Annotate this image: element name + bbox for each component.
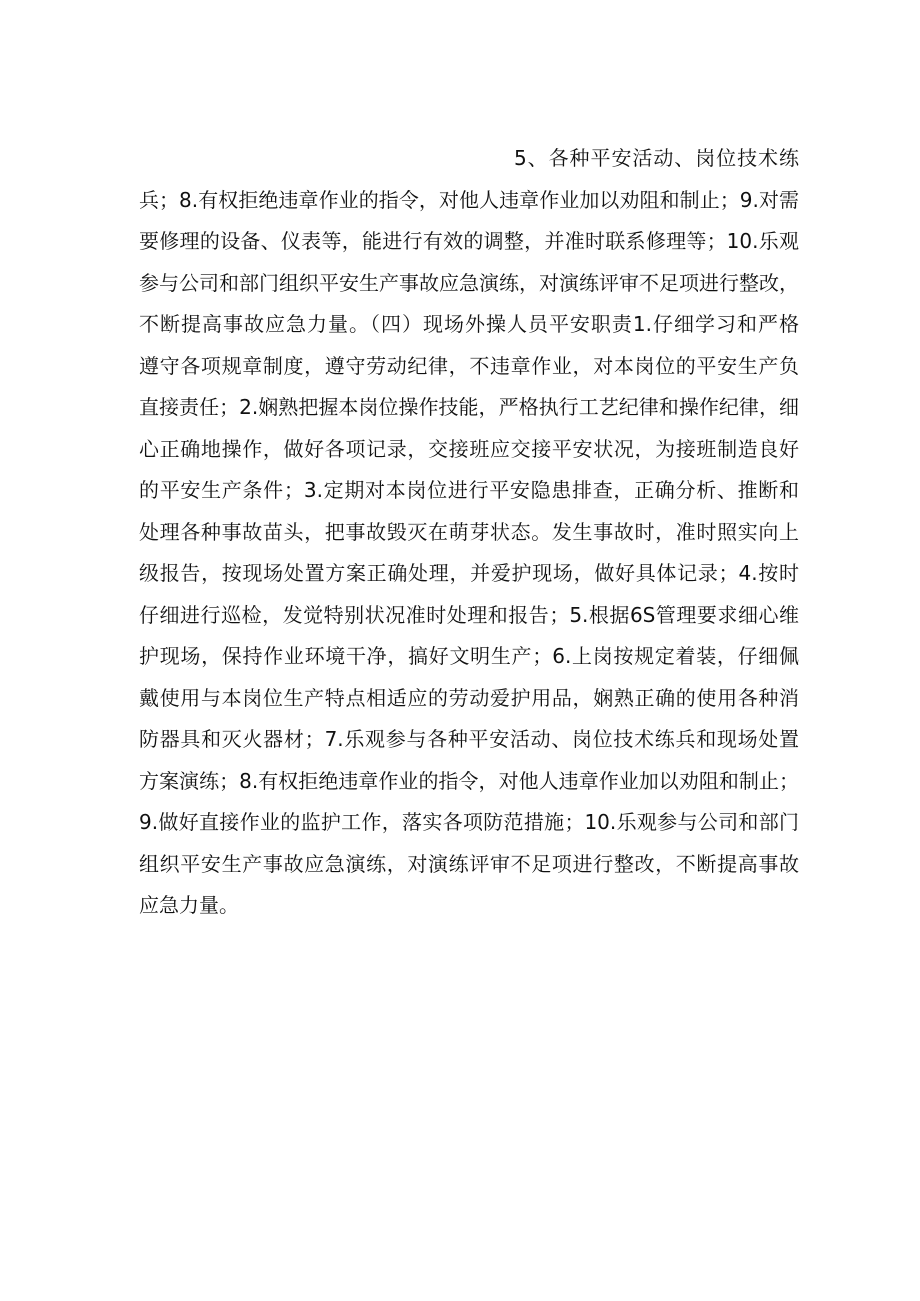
text-line: 兵；8.有权拒绝违章作业的指令，对他人违章作业加以劝阻和制止；9.对需 — [139, 187, 799, 212]
text-line: 心正确地操作，做好各项记录，交接班应交接平安状况，为接班制造良好 — [139, 436, 799, 461]
text-line: 不断提高事故应急力量。（四）现场外操人员平安职责1.仔细学习和严格 — [139, 312, 799, 336]
text-line: 防器具和灭火器材；7.乐观参与各种平安活动、岗位技术练兵和现场处置 — [139, 727, 799, 751]
text-line: 遵守各项规章制度，遵守劳动纪律，不违章作业，对本岗位的平安生产负 — [139, 353, 799, 378]
text-line: 直接责任；2.娴熟把握本岗位操作技能，严格执行工艺纪律和操作纪律，细 — [139, 395, 799, 419]
text-line: 5、各种平安活动、岗位技术练 — [514, 146, 799, 170]
text-line: 的平安生产条件；3.定期对本岗位进行平安隐患排查，正确分析、推断和 — [139, 478, 799, 502]
body-text — [139, 138, 799, 927]
text-line: 级报告，按现场处置方案正确处理，并爱护现场，做好具体记录；4.按时 — [139, 561, 799, 585]
text-line: 戴使用与本岗位生产特点相适应的劳动爱护用品，娴熟正确的使用各种消 — [139, 685, 799, 710]
text-line: 要修理的设备、仪表等，能进行有效的调整，并准时联系修理等；10.乐观 — [139, 229, 799, 253]
text-line: 组织平安生产事故应急演练，对演练评审不足项进行整改，不断提高事故 — [139, 851, 799, 876]
text-line: 方案演练；8.有权拒绝违章作业的指令，对他人违章作业加以劝阻和制止； — [139, 768, 799, 793]
text-line: 9.做好直接作业的监护工作，落实各项防范措施；10.乐观参与公司和部门 — [139, 810, 799, 834]
text-line: 护现场，保持作业环境干净，搞好文明生产；6.上岗按规定着装，仔细佩 — [139, 644, 799, 668]
text-line: 参与公司和部门组织平安生产事故应急演练，对演练评审不足项进行整改， — [139, 270, 799, 295]
text-line: 处理各种事故苗头，把事故毁灭在萌芽状态。发生事故时，准时照实向上 — [139, 519, 799, 544]
text-line: 仔细进行巡检，发觉特别状况准时处理和报告；5.根据6S管理要求细心维 — [139, 602, 799, 627]
text-line: 应急力量。 — [139, 893, 239, 917]
